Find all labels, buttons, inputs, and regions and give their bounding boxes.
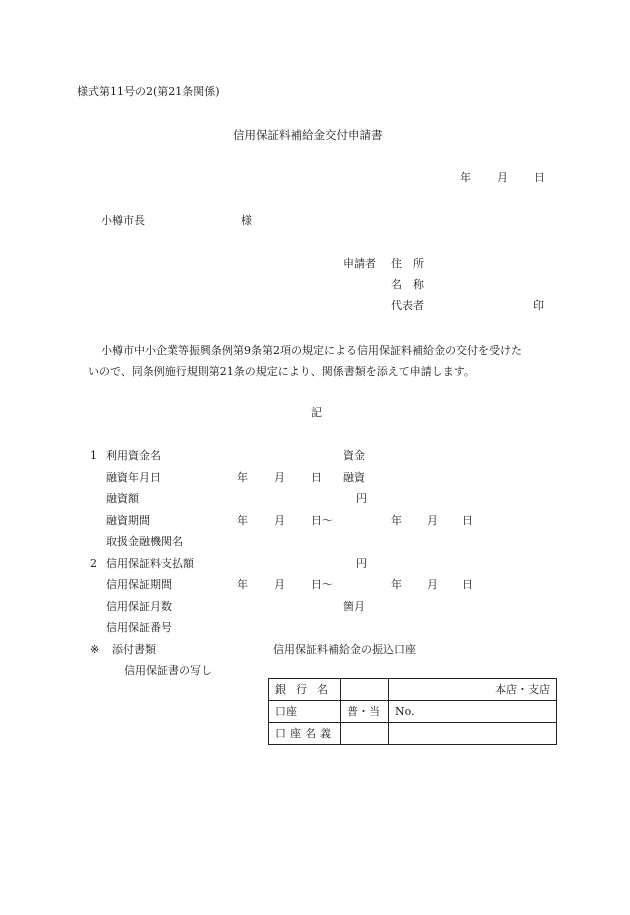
- branch-label: 本店・支店: [495, 683, 550, 696]
- fee-paid-label: 信用保証料支払額: [106, 557, 194, 570]
- addressee-name: 小樽市長: [101, 214, 145, 227]
- body-line-2: いので、同条例施行規則第21条の規定により、関係書類を添えて申請します。: [88, 365, 475, 378]
- account-row: [269, 701, 557, 723]
- holder-field-b[interactable]: [389, 723, 557, 745]
- document-title: 信用保証料補給金交付申請書: [233, 128, 383, 142]
- guarantee-number-label: 信用保証番号: [106, 621, 172, 634]
- account-number-field[interactable]: [389, 701, 557, 723]
- account-label: 口座: [269, 701, 341, 723]
- guarantee-from-year: 年: [237, 578, 248, 591]
- guarantee-to-year: 年: [391, 578, 402, 591]
- yuushi-label: 融資: [343, 471, 365, 484]
- loan-period-from-month: 月: [274, 514, 285, 527]
- section-2-number: 2: [90, 557, 97, 570]
- loan-date-label: 融資年月日: [106, 471, 161, 484]
- guarantee-months-label: 信用保証月数: [106, 600, 172, 613]
- loan-amount-label: 融資額: [106, 492, 139, 505]
- bank-account-table: [268, 678, 557, 745]
- attachment-label: 添付書類: [112, 643, 156, 656]
- ki-heading: 記: [311, 406, 322, 419]
- addressee-honorific: 様: [241, 214, 252, 227]
- applicant-representative-label: 代表者: [391, 299, 424, 312]
- kagetsu-label: 箇月: [343, 600, 365, 613]
- holder-label: 口座名義: [269, 723, 341, 745]
- attachment-mark: ※: [90, 643, 100, 656]
- section-1-number: 1: [90, 449, 97, 462]
- loan-amount-yen: 円: [356, 492, 367, 505]
- loan-period-from-day: 日〜: [311, 514, 333, 527]
- loan-date-year: 年: [237, 471, 248, 484]
- guarantee-to-day: 日: [462, 578, 473, 591]
- account-number-prefix: No.: [395, 705, 415, 718]
- loan-period-label: 融資期間: [106, 514, 150, 527]
- branch-field[interactable]: [389, 679, 557, 701]
- date-year: 年: [460, 171, 471, 184]
- account-type[interactable]: 普・当: [341, 701, 389, 723]
- applicant-address-label: 住 所: [391, 257, 424, 270]
- loan-date-day: 日: [311, 471, 322, 484]
- loan-period-to-year: 年: [391, 514, 402, 527]
- applicant-label: 申請者: [343, 257, 376, 270]
- loan-date-month: 月: [274, 471, 285, 484]
- bank-name-row: [269, 679, 557, 701]
- institution-label: 取扱金融機関名: [106, 535, 183, 548]
- body-line-1: 小樽市中小企業等振興条例第9条第2項の規定による信用保証料補給金の交付を受けた: [101, 344, 522, 357]
- addressee: [101, 215, 271, 229]
- guarantee-from-month: 月: [274, 578, 285, 591]
- holder-field-a[interactable]: [341, 723, 389, 745]
- guarantee-period-label: 信用保証期間: [106, 578, 172, 591]
- date-day: 日: [534, 171, 545, 184]
- loan-period-to-day: 日: [462, 514, 473, 527]
- guarantee-from-day: 日〜: [311, 578, 333, 591]
- bank-account-title: 信用保証料補給金の振込口座: [273, 643, 416, 656]
- date-line: [460, 172, 550, 186]
- seal-mark: 印: [533, 299, 544, 312]
- attachment-item: 信用保証書の写し: [124, 664, 212, 677]
- date-month: 月: [497, 171, 508, 184]
- loan-period-to-month: 月: [427, 514, 438, 527]
- bank-name-label: 銀行名: [269, 679, 341, 701]
- form-number: 様式第11号の2(第21条関係): [77, 85, 220, 98]
- guarantee-to-month: 月: [427, 578, 438, 591]
- loan-period-from-year: 年: [237, 514, 248, 527]
- bank-name-field[interactable]: [341, 679, 389, 701]
- loan-purpose-label: 利用資金名: [106, 449, 161, 462]
- shikin-label: 資金: [343, 449, 365, 462]
- holder-row: [269, 723, 557, 745]
- fee-paid-yen: 円: [356, 557, 367, 570]
- applicant-name-label: 名 称: [391, 278, 424, 291]
